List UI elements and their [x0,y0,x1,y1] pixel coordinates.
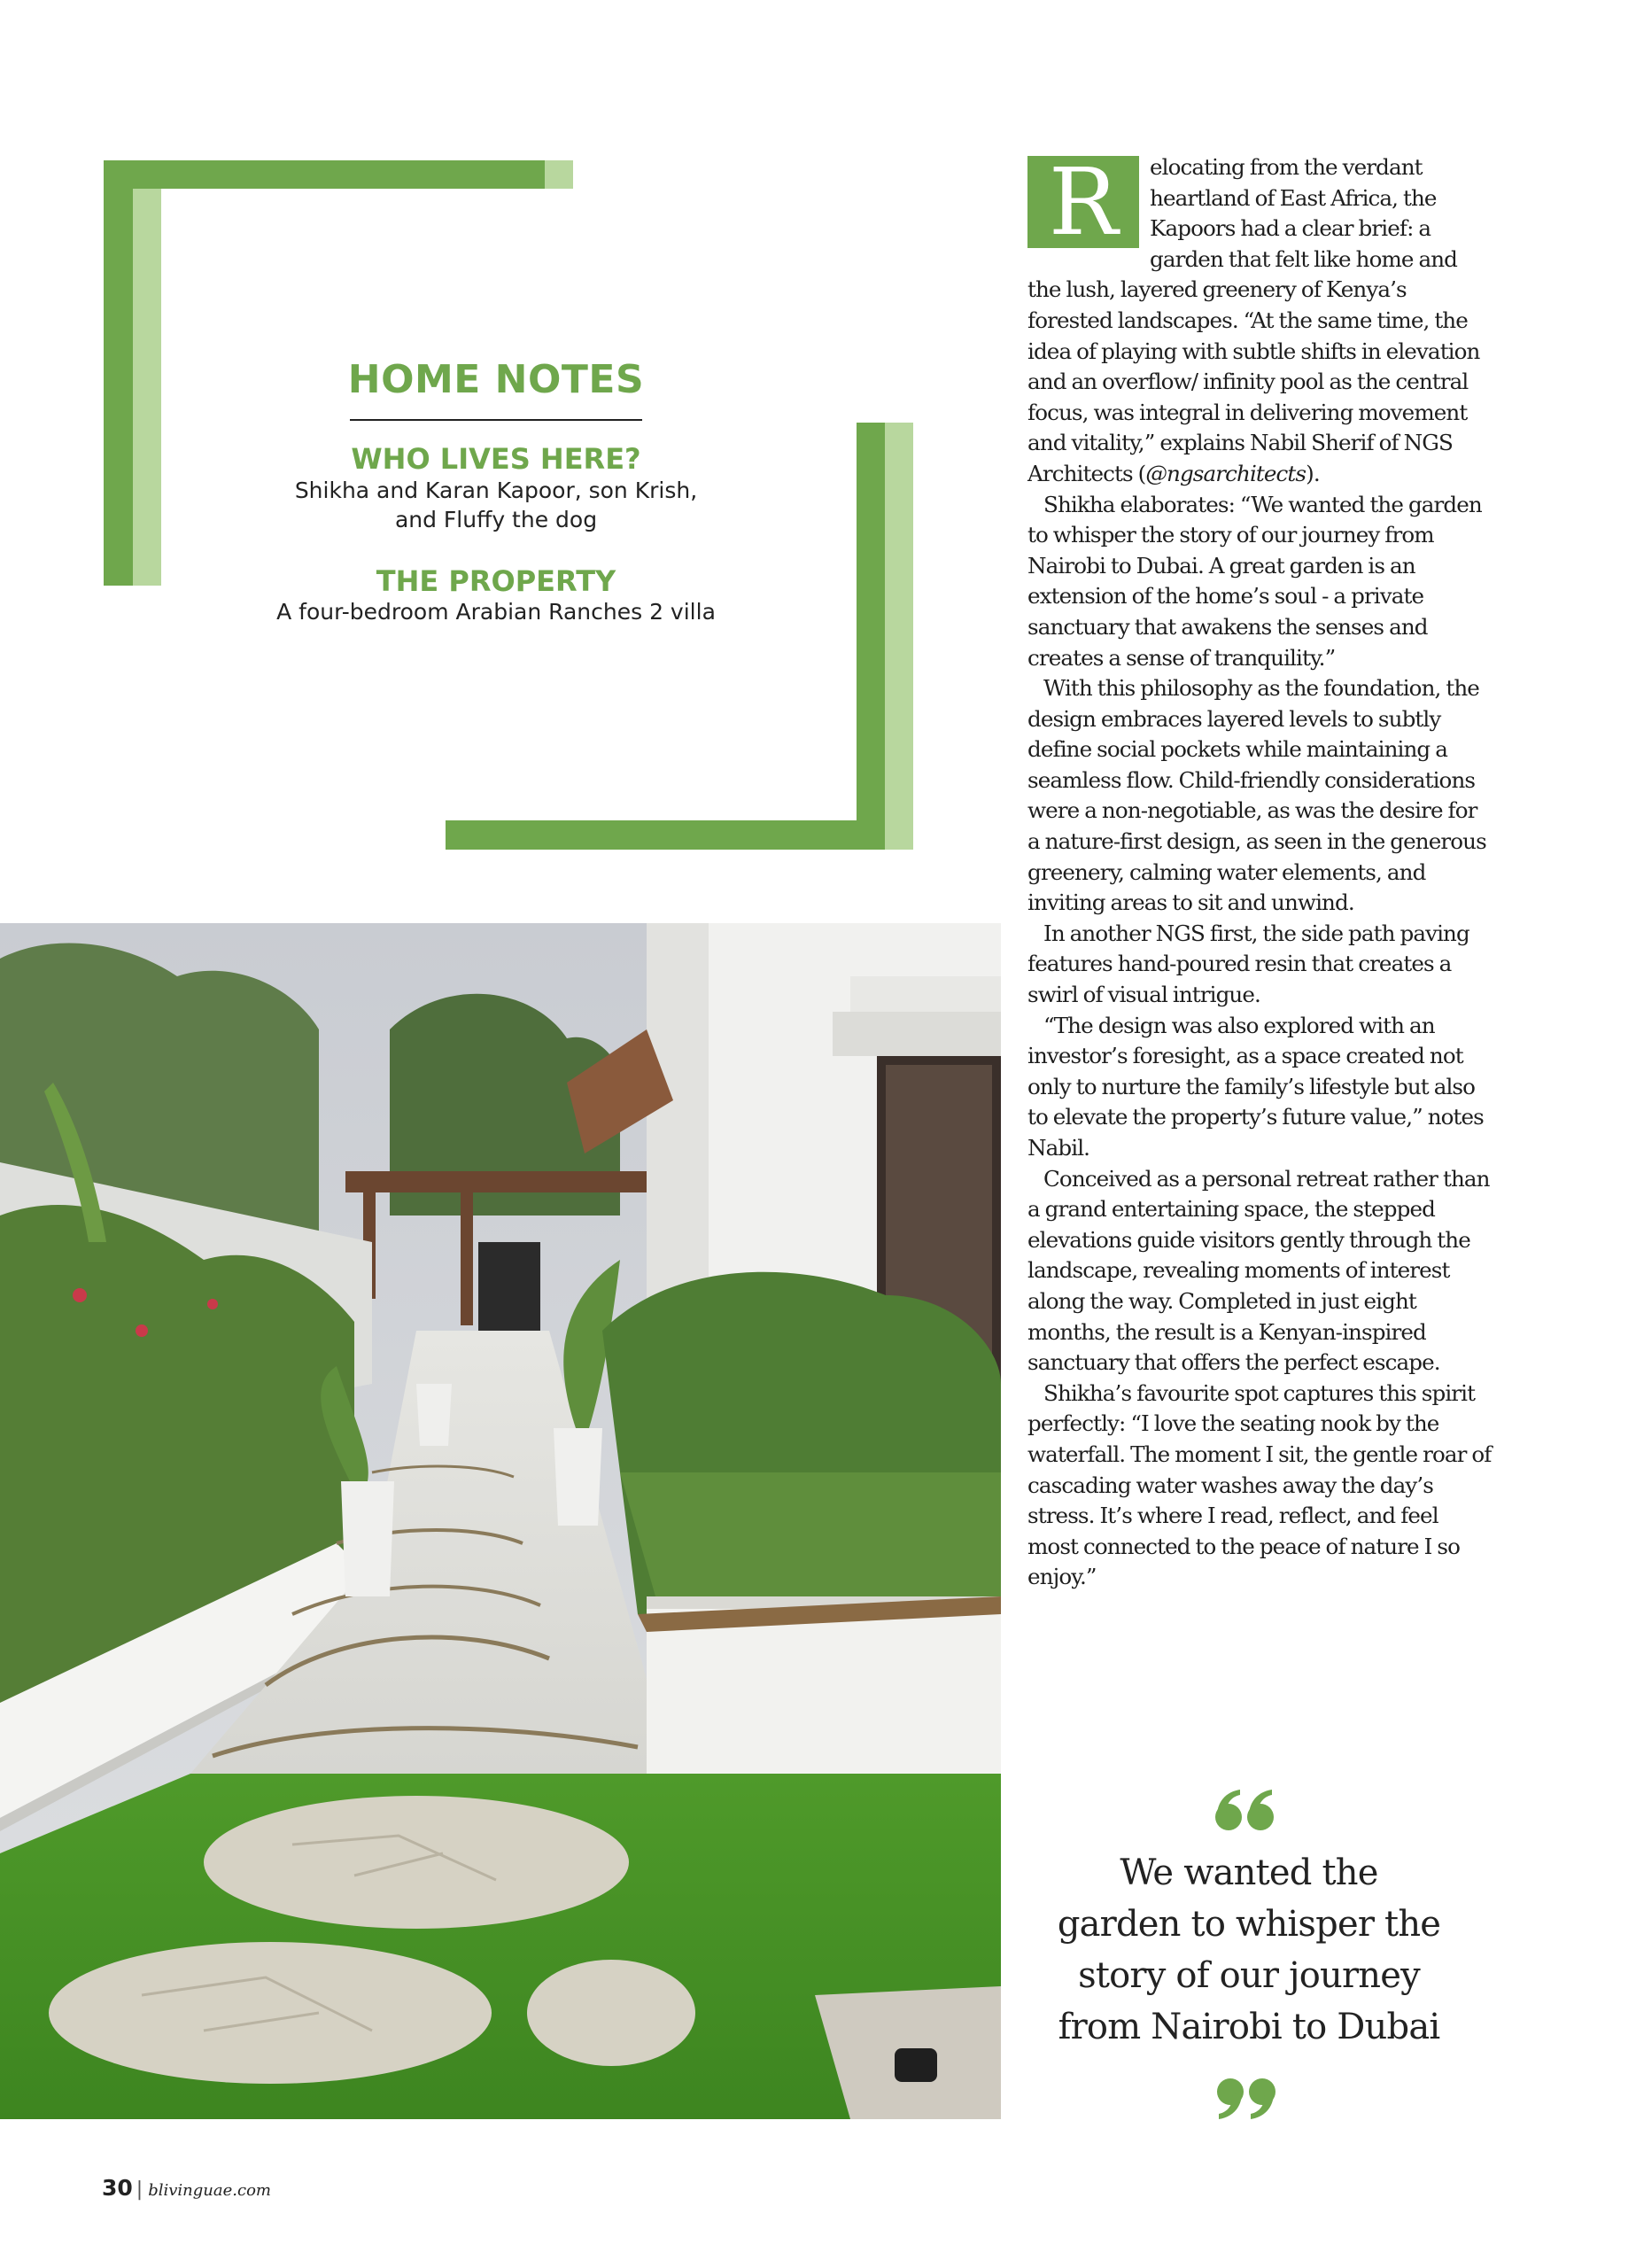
who-lives-here-line-1: Shikha and Karan Kapoor, son Krish, [294,477,698,503]
pull-quote-line-4: from Nairobi to Dubai [1058,2007,1440,2047]
page-footer [102,2175,271,2201]
article-paragraph-1 [1027,148,1493,490]
home-notes-box [168,359,824,626]
open-quote-icon [1213,1788,1277,1832]
close-quote-icon [1213,2077,1277,2121]
drop-cap: R [1027,156,1139,248]
frame-bar-bottom-dark [446,820,885,850]
pull-quote-line-2: garden to whisper the [1057,1904,1441,1945]
pull-quote-line-3: story of our journey [1078,1955,1420,1996]
who-lives-here-line-2: and Fluffy the dog [394,506,598,532]
frame-bar-right-light [885,423,913,850]
frame-bar-left-light [133,189,161,586]
frame-bar-right-dark [857,423,885,820]
home-notes-divider [350,419,642,421]
who-lives-here-heading: WHO LIVES HERE? [351,442,641,477]
website-link[interactable]: blivinguae.com [148,2181,271,2200]
pull-quote [1019,1847,1479,2053]
frame-bar-top-dark [104,160,545,189]
article-body [1027,148,1493,1593]
garden-path-photo [0,923,1001,2119]
article-paragraph-5: “The design was also explored with an investor’s foresight, as a space created not only to nurture the family’s lifestyle but also to elevate the property’s future value,” notes Nabil. [1027,1012,1484,1161]
home-notes-title: HOME NOTES [347,357,645,402]
article-paragraph-2: Shikha elaborates: “We wanted the garden to whisper the story of our journey from Nairobi to Dubai. A great garden is an extension of the home’s soul - a private sanctuary that awakens the senses and creates a sense of tranquility.” [1027,491,1482,671]
footer-separator: | [136,2179,143,2201]
article-paragraph-4: In another NGS first, the side path paving features hand-poured resin that creates a swirl of visual intrigue. [1027,920,1469,1008]
article-paragraph-3: With this philosophy as the foundation, the design embraces layered levels to subtly define social pockets while maintaining a seamless flow. Child-friendly considerations were a non-negotiable, as was the desire for a nature-first design, as seen in the generous greenery, calming water elements, and inviting areas to sit and unwind. [1027,675,1486,916]
property-heading: THE PROPERTY [376,563,616,598]
pull-quote-line-1: We wanted the [1120,1852,1378,1893]
frame-bar-left-dark [104,189,133,586]
page-number: 30 [102,2175,133,2201]
article-paragraph-6: Conceived as a personal retreat rather than a grand entertaining space, the stepped elevations guide visitors gently through the landscape, revealing moments of interest along the way. Completed in just eight months, the result is a Kenyan-inspired sanctuary that offers the perfect escape. [1027,1165,1490,1376]
article-paragraph-7: Shikha’s favourite spot captures this spirit perfectly: “I love the seating nook by the waterfall. The moment I sit, the gentle roar of cascading water washes away the day’s stress. It’s where I read, reflect, and feel most connected to the peace of nature I so enjoy.” [1027,1379,1492,1590]
frame-bar-top-light [545,160,573,189]
architect-handle: @ngsarchitects [1145,460,1306,486]
article-paragraph-1-text: elocating from the verdant heartland of East Africa, the Kapoors had a clear brief: a garden that felt like home and the lush, layered greenery of Kenya’s forested landscapes. “At the same time, the idea of playing with subtle shifts in elevation and an overflow/ infinity pool as the central focus, was integral in delivering movement and vitality,” explains Nabil Sherif of NGS Architects ( [1027,154,1480,486]
property-text: A four-bedroom Arabian Ranches 2 villa [276,598,716,625]
article-paragraph-1-end: ). [1306,460,1320,486]
